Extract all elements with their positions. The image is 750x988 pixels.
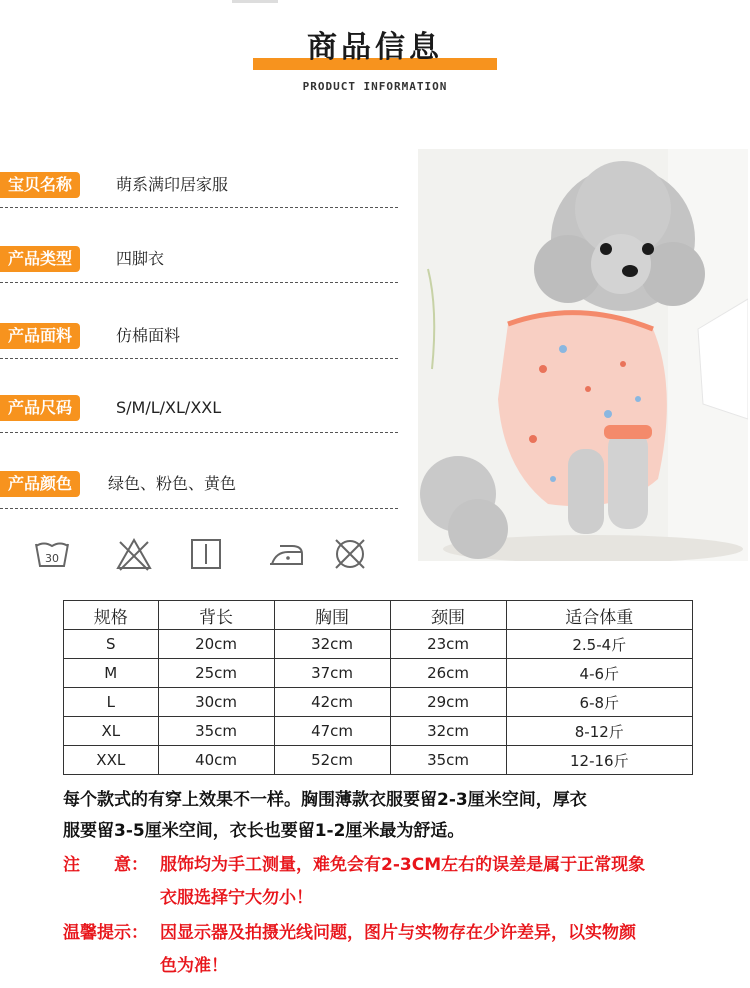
column-header: 适合体重	[506, 601, 692, 630]
table-cell: 32cm	[390, 717, 506, 746]
table-cell: 6-8斤	[506, 688, 692, 717]
column-header: 背长	[158, 601, 274, 630]
info-label: 产品类型	[0, 246, 80, 272]
table-row	[64, 746, 693, 775]
table-cell: 29cm	[390, 688, 506, 717]
page-title: 商品信息	[307, 30, 443, 65]
info-row-name	[0, 172, 400, 202]
dog-in-pajamas-illustration	[418, 149, 748, 561]
page-subtitle: PRODUCT INFORMATION	[302, 80, 448, 93]
table-cell: 26cm	[390, 659, 506, 688]
table-cell: S	[64, 630, 159, 659]
info-row-color	[0, 471, 400, 501]
table-cell: 12-16斤	[506, 746, 692, 775]
product-photo	[418, 149, 748, 561]
info-label: 产品面料	[0, 323, 80, 349]
care-icons	[30, 534, 390, 574]
table-cell: XXL	[64, 746, 159, 775]
iron-icon	[266, 534, 306, 574]
table-cell: 35cm	[390, 746, 506, 775]
table-cell: L	[64, 688, 159, 717]
table-cell: 32cm	[274, 630, 390, 659]
table-header-row	[64, 601, 693, 630]
column-header: 胸围	[274, 601, 390, 630]
notice-text-line-2: 衣服选择宁大勿小！	[160, 888, 313, 908]
info-value: S/M/L/XL/XXL	[116, 398, 222, 417]
table-cell: 37cm	[274, 659, 390, 688]
table-row	[64, 717, 693, 746]
info-row-type	[0, 246, 400, 276]
notice-text-line-1: 服饰均为手工测量，难免会有2-3CM左右的误差是属于正常现象	[160, 855, 646, 875]
notice-label: 注 意：	[63, 855, 148, 875]
divider	[0, 282, 398, 283]
info-value: 萌系满印居家服	[116, 175, 229, 194]
size-table	[63, 600, 693, 775]
info-label: 宝贝名称	[0, 172, 80, 198]
column-header: 规格	[64, 601, 159, 630]
wash-temp-label: 30	[45, 552, 59, 565]
table-cell: 47cm	[274, 717, 390, 746]
divider	[0, 432, 398, 433]
tip-text-line-2: 色为准！	[160, 956, 228, 976]
table-row	[64, 688, 693, 717]
table-cell: 8-12斤	[506, 717, 692, 746]
table-cell: 2.5-4斤	[506, 630, 692, 659]
info-row-fabric	[0, 323, 400, 353]
table-cell: 20cm	[158, 630, 274, 659]
hang-dry-icon	[186, 534, 226, 574]
fit-note-line-2: 服要留3-5厘米空间，衣长也要留1-2厘米最为舒适。	[63, 821, 465, 841]
table-row	[64, 630, 693, 659]
table-row	[64, 659, 693, 688]
fit-note-line-1: 每个款式的有穿上效果不一样。胸围薄款衣服要留2-3厘米空间，厚衣	[63, 790, 587, 810]
divider	[0, 358, 398, 359]
table-cell: 23cm	[390, 630, 506, 659]
table-cell: 4-6斤	[506, 659, 692, 688]
table-cell: 42cm	[274, 688, 390, 717]
table-cell: XL	[64, 717, 159, 746]
table-cell: 30cm	[158, 688, 274, 717]
divider	[0, 207, 398, 208]
table-cell: 25cm	[158, 659, 274, 688]
info-value: 仿棉面料	[116, 326, 181, 345]
info-row-size	[0, 395, 400, 425]
table-cell: 35cm	[158, 717, 274, 746]
wash-30-icon	[32, 534, 72, 574]
no-dry-clean-icon	[330, 534, 370, 574]
column-header: 颈围	[390, 601, 506, 630]
divider	[0, 508, 398, 509]
tip-label: 温馨提示：	[63, 923, 148, 943]
no-bleach-icon	[114, 534, 154, 574]
top-decoration	[232, 0, 278, 3]
info-label: 产品颜色	[0, 471, 80, 497]
info-label: 产品尺码	[0, 395, 80, 421]
info-value: 四脚衣	[116, 249, 165, 268]
info-value: 绿色、粉色、黄色	[108, 474, 237, 493]
table-cell: M	[64, 659, 159, 688]
tip-text-line-1: 因显示器及拍摄光线问题，图片与实物存在少许差异，以实物颜	[160, 923, 636, 943]
table-cell: 40cm	[158, 746, 274, 775]
table-cell: 52cm	[274, 746, 390, 775]
